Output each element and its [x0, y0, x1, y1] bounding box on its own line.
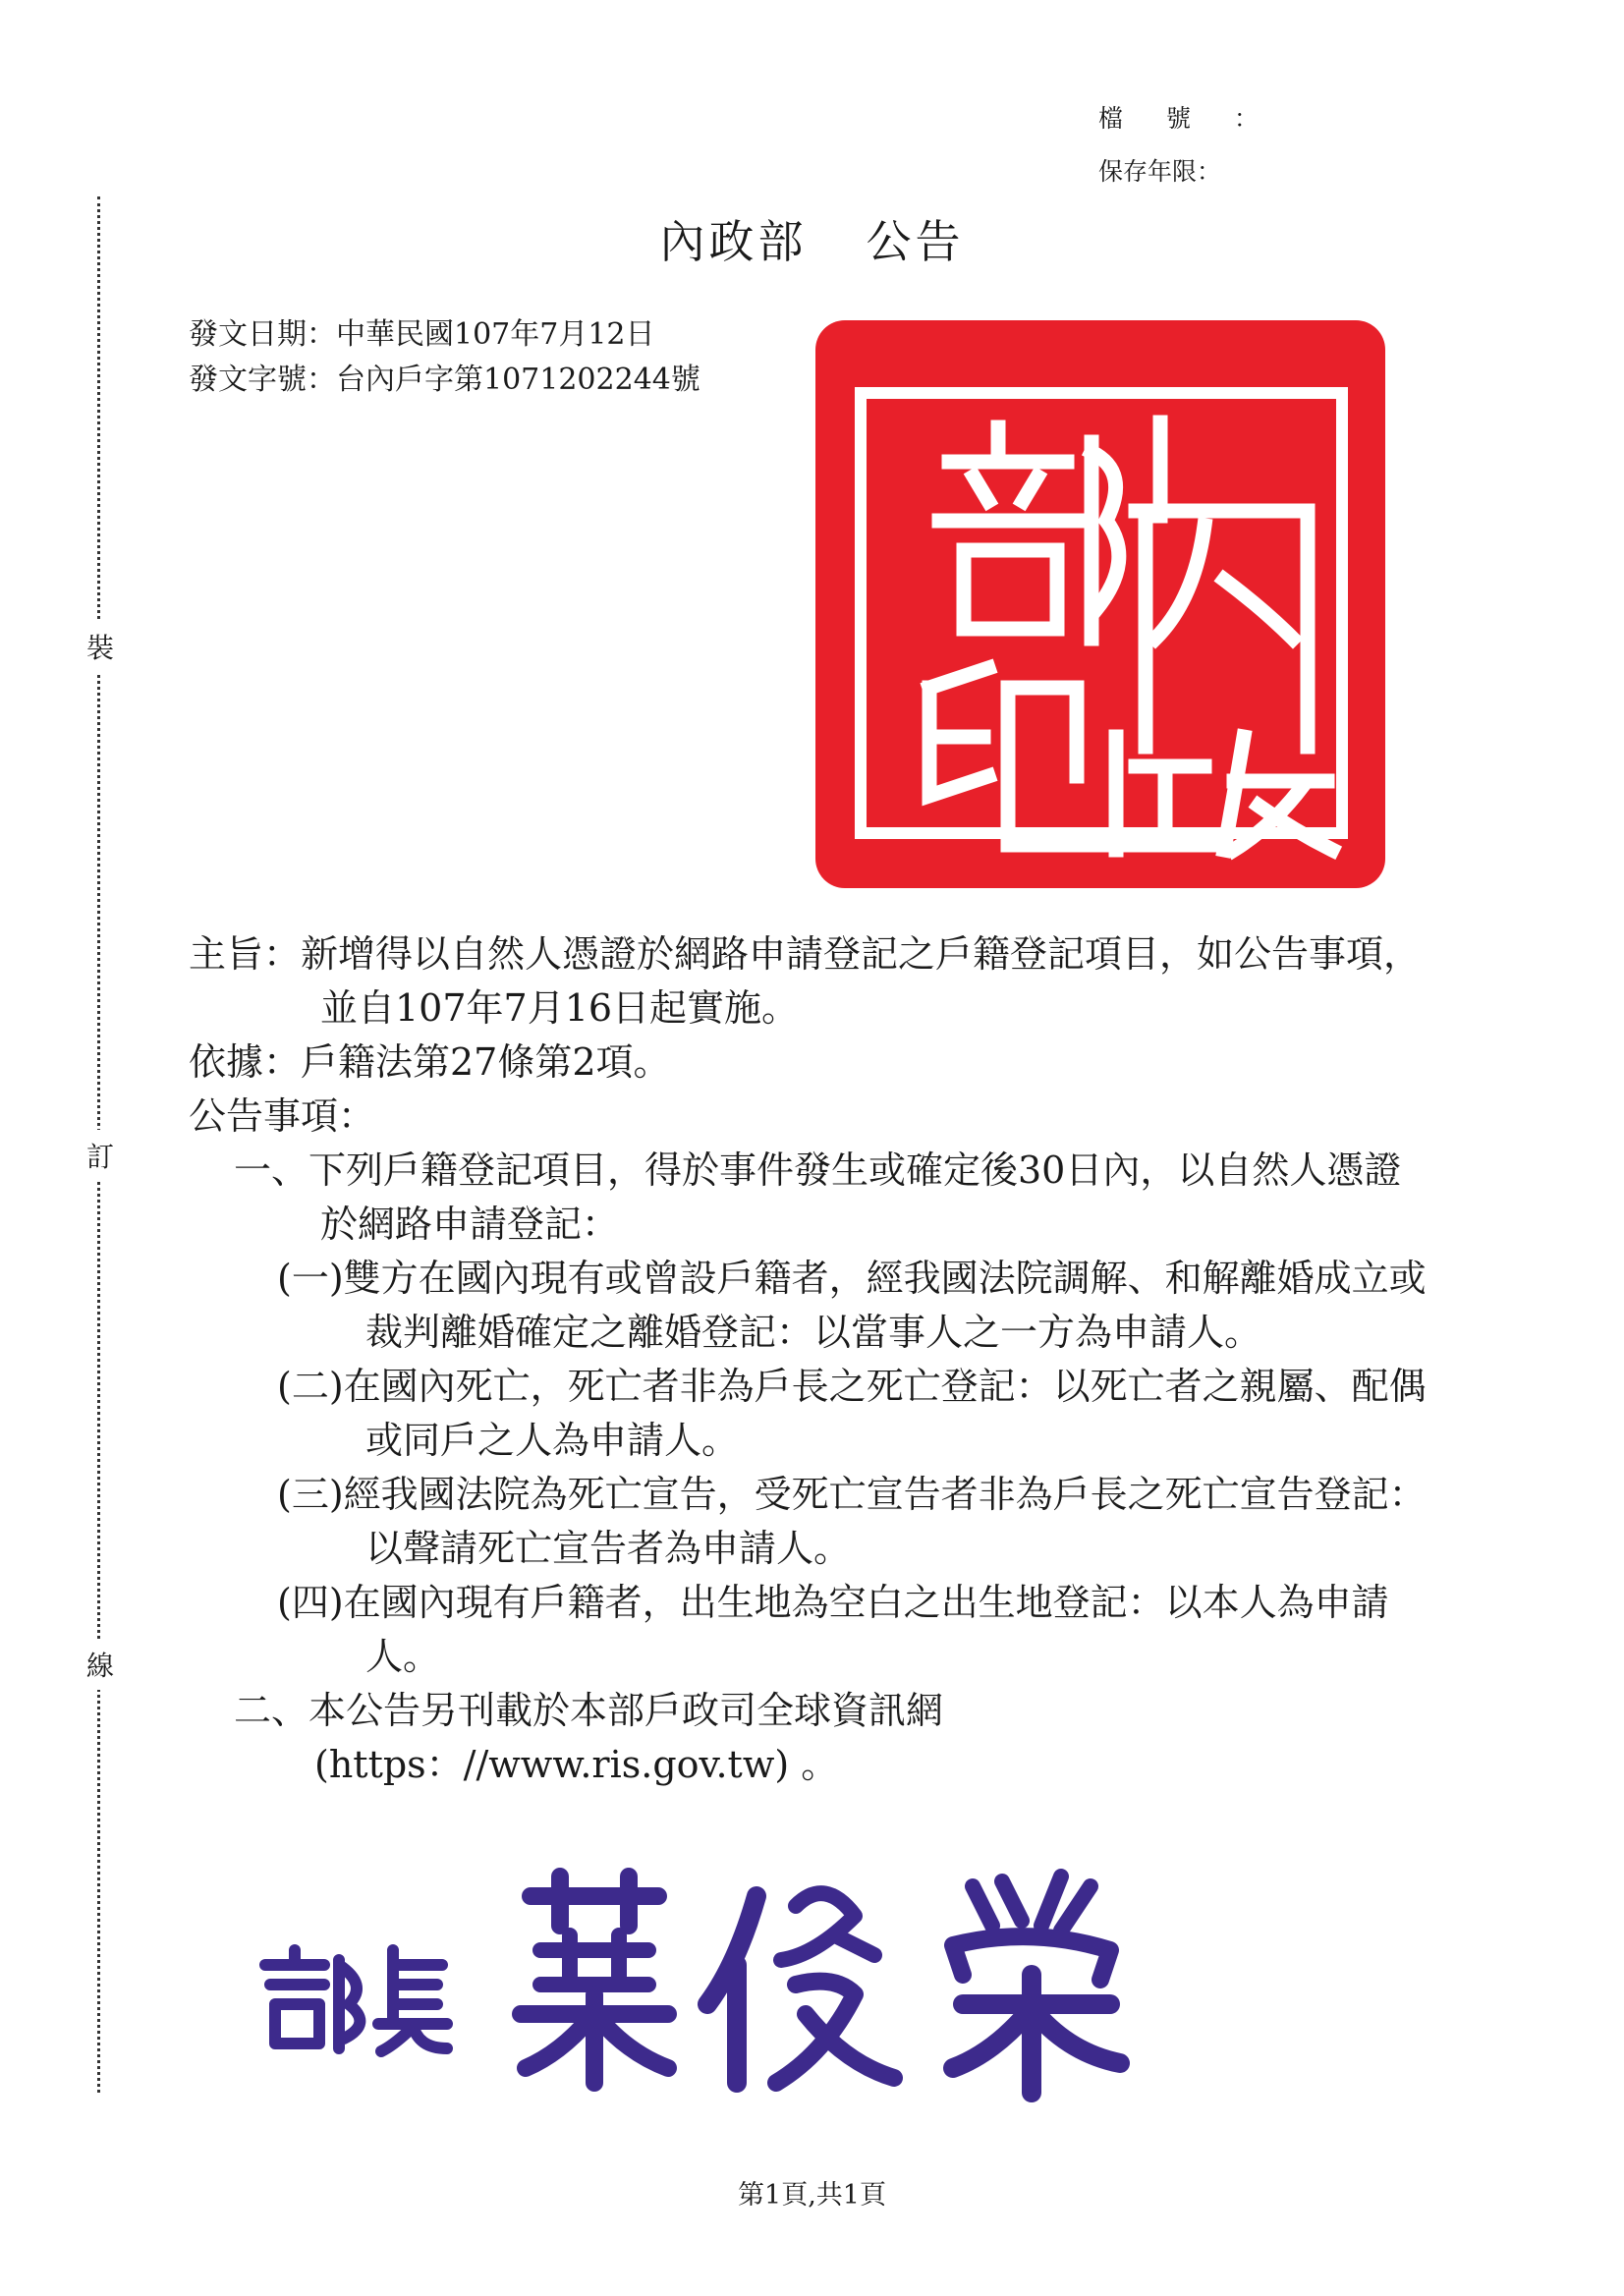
binding-mark-zhuang: 裝 — [86, 621, 112, 672]
signature-strokes — [265, 1876, 1120, 2093]
binding-mark-ding: 訂 — [86, 1130, 112, 1181]
item-2-url: (https：//www.ris.gov.tw) 。 — [314, 1743, 839, 1786]
agency-name: 內政部 — [659, 215, 808, 268]
issue-date: 發文日期：中華民國107年7月12日 — [189, 317, 655, 352]
subject-paragraph: 主旨：新增得以自然人憑證於網路申請登記之戶籍登記項目，如公告事項，並自107年7月16日起實施。 — [189, 932, 1422, 1030]
sub-item-4: (四)在國內現有戶籍者，出生地為空白之出生地登記：以本人為申請人。 — [277, 1581, 1389, 1678]
official-seal — [812, 314, 1391, 894]
document-number: 發文字號：台內戶字第1071202244號 — [189, 363, 700, 397]
sub-item-2: (二)在國內死亡，死亡者非為戶長之死亡登記：以死亡者之親屬、配偶或同戶之人為申請人。 — [277, 1365, 1427, 1462]
sub-item-1: (一)雙方在國內現有或曾設戶籍者，經我國法院調解、和解離婚成立或裁判離婚確定之離婚登記：以當事人之一方為申請人。 — [277, 1257, 1427, 1354]
document-type: 公告 — [866, 215, 965, 268]
page-number: 第1頁,共1頁 — [738, 2180, 886, 2211]
item-2: 二、本公告另刊載於本部戶政司全球資訊網 — [234, 1689, 944, 1732]
legal-basis: 依據：戶籍法第27條第2項。 — [189, 1040, 671, 1084]
file-number-label: 檔號： — [1098, 104, 1303, 133]
retention-period-label: 保存年限： — [1098, 157, 1222, 186]
seal-text: 內政部印 — [812, 314, 815, 315]
sub-item-3: (三)經我國法院為死亡宣告，受死亡宣告者非為戶長之死亡宣告登記：以聲請死亡宣告者為申請人。 — [277, 1473, 1427, 1570]
filing-info — [1098, 92, 1302, 198]
document-meta — [189, 312, 700, 403]
page-title — [0, 206, 1624, 271]
item-1: 一、下列戶籍登記項目，得於事件發生或確定後30日內，以自然人憑證於網路申請登記： — [234, 1148, 1402, 1246]
items-heading: 公告事項： — [189, 1094, 376, 1138]
minister-signature — [246, 1857, 1179, 2102]
binding-mark-xian: 線 — [86, 1639, 112, 1690]
signature-text: 部長葉俊榮 — [246, 1857, 251, 1858]
announcement-body — [189, 927, 1427, 1792]
